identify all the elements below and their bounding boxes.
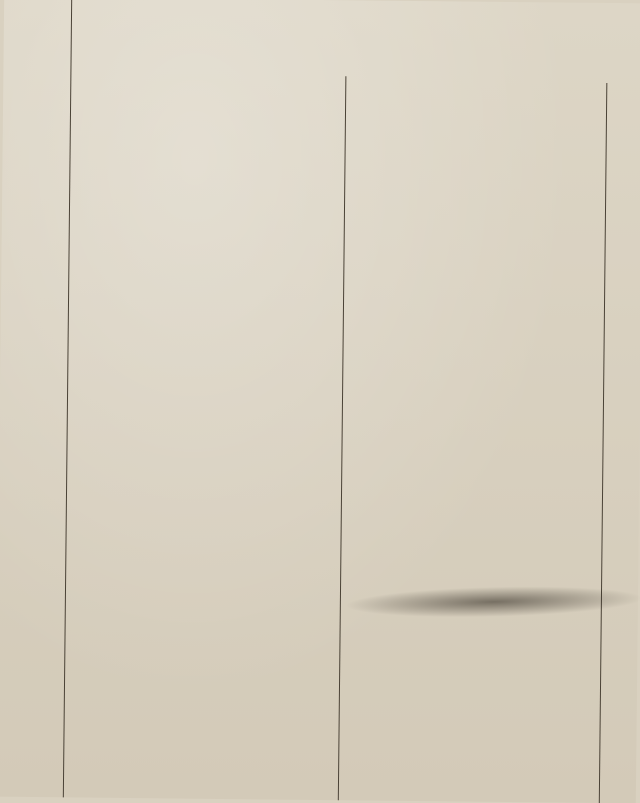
column-rule-3 [599, 83, 608, 803]
top-bulletins [96, 0, 636, 3]
column-war-news [349, 82, 607, 85]
column-rule-2 [338, 76, 347, 800]
ink-smudge [344, 583, 640, 620]
column-main-dispatches [73, 75, 343, 78]
column-rule-1 [63, 0, 72, 797]
